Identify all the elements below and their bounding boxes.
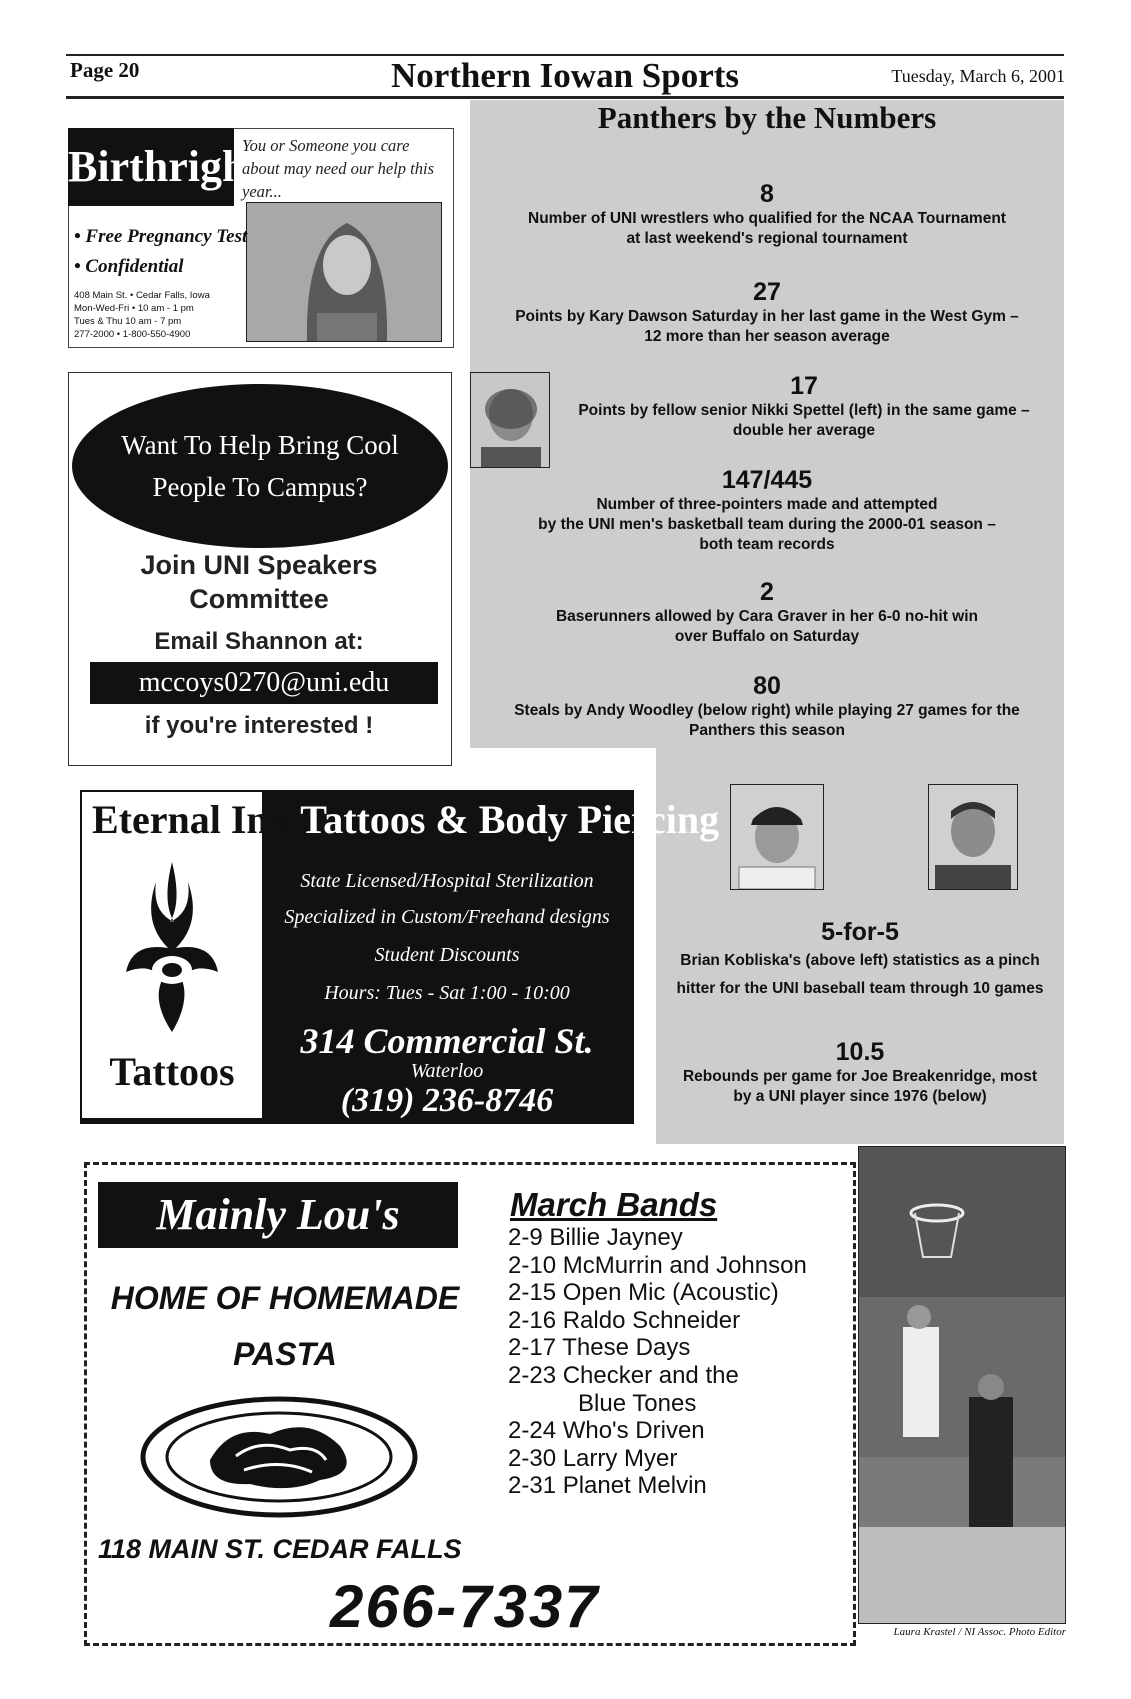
band-listing: 2-31 Planet Melvin <box>508 1472 707 1500</box>
photo-credit: Laura Krastel / NI Assoc. Photo Editor <box>893 1626 1066 1638</box>
mainly-lous-name: Mainly Lou's <box>98 1182 458 1248</box>
stat-item <box>470 466 1064 555</box>
stat-description: Rebounds per game for Joe Breakenridge, most <box>682 1068 1037 1085</box>
stat-number: 10.5 <box>835 1038 885 1066</box>
stat-item <box>548 372 1060 441</box>
photo-joe-breakenridge <box>858 1146 1066 1624</box>
eternal-ink-tattoos: Tattoos <box>109 1049 235 1094</box>
march-bands-title: March Bands <box>510 1186 718 1223</box>
eternal-ink-line: Student Discounts <box>374 944 520 966</box>
stat-description: Steals by Andy Woodley (below right) while playing 27 games for the <box>514 702 1020 719</box>
speakers-headline: People To Campus? <box>152 472 368 502</box>
stat-description: Baserunners allowed by Cara Graver in her 6-0 no-hit win <box>555 608 979 625</box>
birthright-bullet: • Free Pregnancy Test <box>74 226 248 247</box>
stat-item <box>656 1038 1064 1107</box>
stat-description: hitter for the UNI baseball team through 10 games <box>676 980 1044 997</box>
stat-item <box>470 180 1064 249</box>
stat-number: 147/445 <box>721 466 813 494</box>
speakers-oval <box>72 384 448 548</box>
stat-description: at last weekend's regional tournament <box>626 230 908 247</box>
masthead: Northern Iowan Sports <box>390 56 740 95</box>
band-listing: 2-16 Raldo Schneider <box>508 1306 741 1334</box>
stat-description: over Buffalo on Saturday <box>674 628 860 645</box>
speakers-headline: Want To Help Bring Cool <box>121 430 399 460</box>
stat-description: Panthers this season <box>689 722 845 739</box>
header-rule-bottom <box>66 96 1064 99</box>
band-listing: 2-23 Checker and the <box>508 1362 739 1389</box>
eternal-ink-phone: (319) 236-8746 <box>340 1082 554 1119</box>
stat-description: both team records <box>699 536 835 553</box>
stat-item <box>470 672 1064 741</box>
stat-number: 8 <box>760 180 774 208</box>
band-listing: 2-9 Billie Jayney <box>508 1224 683 1251</box>
stat-number: 2 <box>760 578 774 606</box>
stat-description: Brian Kobliska's (above left) statistics as a pinch <box>680 952 1040 969</box>
stat-description: Number of UNI wrestlers who qualified for the NCAA Tournament <box>528 210 1006 227</box>
eternal-ink-title <box>92 796 720 843</box>
speakers-join: Join UNI Speakers <box>140 550 378 580</box>
stat-description: Points by Kary Dawson Saturday in her last game in the West Gym – <box>515 308 1019 325</box>
numbers-title: Panthers by the Numbers <box>597 100 937 135</box>
stat-description: Points by fellow senior Nikki Spettel (left) in the same game – <box>578 402 1030 419</box>
band-listing: 2-10 McMurrin and Johnson <box>508 1251 807 1279</box>
stat-item <box>470 278 1064 347</box>
stat-item <box>470 578 1064 647</box>
speakers-closing: if you're interested ! <box>144 712 374 739</box>
birthright-hours: Mon-Wed-Fri • 10 am - 1 pm <box>74 303 194 314</box>
photo-brian-kobliska <box>730 784 824 890</box>
band-listing: 2-24 Who's Driven <box>508 1417 705 1445</box>
stat-description: Number of three-pointers made and attempted <box>596 496 938 513</box>
mainly-lous-slogan: HOME OF HOMEMADE <box>110 1280 460 1316</box>
stat-description: by the UNI men's basketball team during the 2000-01 season – <box>538 516 996 533</box>
eternal-ink-address: 314 Commercial St. <box>300 1021 594 1061</box>
band-listing: 2-15 Open Mic (Acoustic) <box>508 1279 779 1307</box>
stat-description: double her average <box>732 422 876 439</box>
speakers-email: mccoys0270@uni.edu <box>90 662 438 704</box>
photo-nikki-spettel <box>470 372 550 468</box>
band-listing: 2-17 These Days <box>508 1334 691 1362</box>
speakers-join: Committee <box>189 584 329 614</box>
stat-number: 80 <box>753 672 781 700</box>
stat-number: 27 <box>753 278 781 306</box>
stat-item <box>656 918 1064 1003</box>
eternal-ink-hours: Hours: Tues - Sat 1:00 - 10:00 <box>324 982 570 1004</box>
mainly-lous-address: 118 MAIN ST. CEDAR FALLS <box>98 1534 462 1564</box>
band-listing: 2-30 Larry Myer <box>508 1444 678 1472</box>
dateline: Tuesday, March 6, 2001 <box>891 66 1065 86</box>
birthright-phone: 277-2000 • 1-800-550-4900 <box>74 329 191 340</box>
pasta-plate-icon <box>140 1394 418 1520</box>
birthright-tagline: You or Someone you care about may need our help this year... <box>242 136 435 201</box>
tattoo-flame-icon <box>112 852 232 1042</box>
photo-andy-woodley <box>928 784 1018 890</box>
eternal-ink-services: Tattoos & Body Piercing <box>300 797 720 842</box>
eternal-ink-line: State Licensed/Hospital Sterilization <box>300 870 594 892</box>
stat-description: by a UNI player since 1976 (below) <box>733 1088 987 1105</box>
stat-number: 5-for-5 <box>821 918 899 946</box>
stat-description: 12 more than her season average <box>644 328 890 345</box>
mainly-lous-slogan: PASTA <box>233 1336 337 1372</box>
eternal-ink-city: Waterloo <box>410 1060 484 1082</box>
stat-number: 17 <box>790 372 818 400</box>
birthright-logo: Birthright <box>68 128 234 206</box>
birthright-address: 408 Main St. • Cedar Falls, Iowa <box>74 290 210 301</box>
speakers-email-label: Email Shannon at: <box>154 628 364 655</box>
page-number: Page 20 <box>70 58 140 82</box>
band-listing: Blue Tones <box>578 1389 697 1417</box>
birthright-photo <box>246 202 442 342</box>
mainly-lous-phone: 266-7337 <box>330 1573 600 1640</box>
eternal-ink-line: Specialized in Custom/Freehand designs <box>284 906 610 928</box>
birthright-bullet: • Confidential <box>74 256 184 277</box>
birthright-hours: Tues & Thu 10 am - 7 pm <box>74 316 182 327</box>
eternal-ink-name: Eternal Ink <box>92 797 291 842</box>
